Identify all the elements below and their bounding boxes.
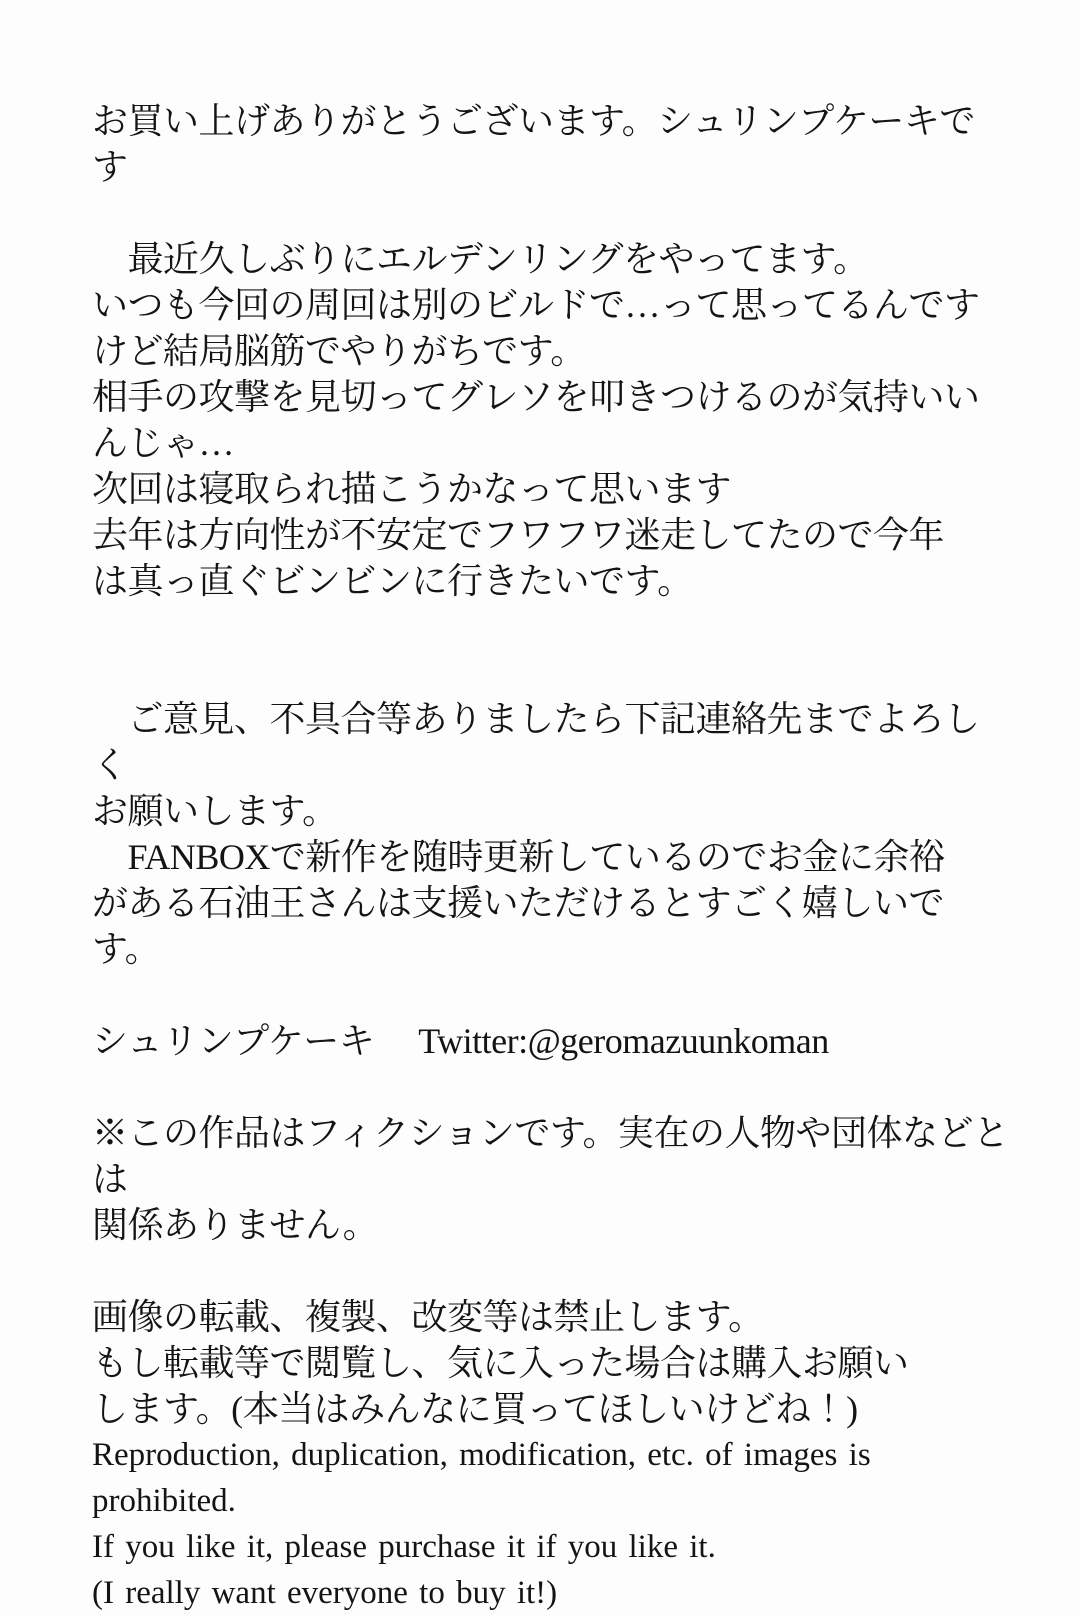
text-line: 関係ありません。 <box>92 1205 379 1245</box>
text-line: 最近久しぶりにエルデンリングをやってます。 <box>92 239 869 279</box>
text-line: お願いします。 <box>92 791 338 831</box>
text-line: 去年は方向性が不安定でフワフワ迷走してたので今年 <box>92 515 945 555</box>
paragraph-fiction-disclaimer <box>92 1110 1010 1248</box>
text-line: は真っ直ぐビンビンに行きたいです。 <box>92 561 693 601</box>
text-line: がある石油王さんは支援いただけるとすごく嬉しいです。 <box>92 883 945 969</box>
text-line: いつも今回の周回は別のビルドで…って思ってるんです <box>92 285 980 325</box>
text-line: します。(本当はみんなに買ってほしいけどね！) <box>92 1389 858 1429</box>
afterword-text-body <box>92 98 1010 1616</box>
paragraph-author-credit <box>92 1018 1010 1064</box>
text-line: prohibited. <box>92 1483 236 1519</box>
text-line: FANBOXで新作を随時更新しているのでお金に余裕 <box>92 837 945 877</box>
text-line: 画像の転載、複製、改変等は禁止します。 <box>92 1297 764 1337</box>
text-line: もし転載等で閲覧し、気に入った場合は購入お願い <box>92 1343 909 1383</box>
text-line: (I really want everyone to buy it!) <box>92 1575 558 1611</box>
paragraph-reproduction-notice-jp <box>92 1294 1010 1432</box>
text-line: 次回は寝取られ描こうかなって思います <box>92 469 732 509</box>
paragraph-reproduction-notice-en <box>92 1432 1010 1616</box>
text-line: ※この作品はフィクションです。実在の人物や団体などとは <box>92 1113 1009 1199</box>
text-line: ご意見、不具合等ありましたら下記連絡先までよろしく <box>92 699 980 785</box>
text-line: んじゃ… <box>92 423 235 463</box>
text-line: If you like it, please purchase it if you like it. <box>92 1529 716 1565</box>
paragraph-contact-and-fanbox <box>92 696 1010 972</box>
paragraph-recent-activities <box>92 236 1010 604</box>
text-line: Reproduction, duplication, modification, etc. of images is <box>92 1437 871 1473</box>
text-line: お買い上げありがとうございます。シュリンプケーキです <box>92 101 975 187</box>
paragraph-greeting <box>92 98 1010 190</box>
text-line: けど結局脳筋でやりがちです。 <box>92 331 586 371</box>
text-line: シュリンプケーキ Twitter:@geromazuunkoman <box>92 1021 829 1061</box>
text-line: 相手の攻撃を見切ってグレソを叩きつけるのが気持いい <box>92 377 980 417</box>
